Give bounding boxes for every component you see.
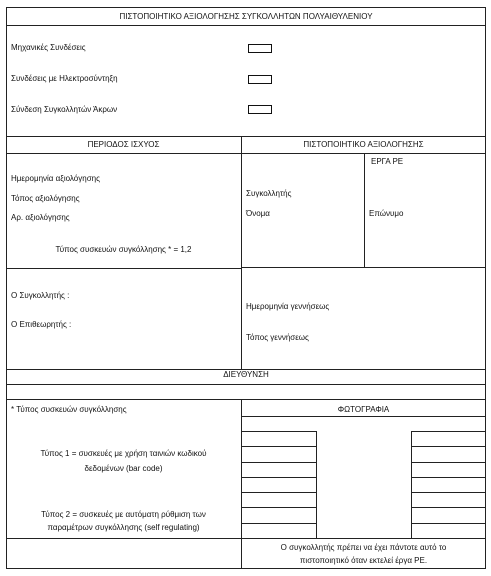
birth-date-label: Ημερομηνία γεννήσεως: [246, 302, 330, 311]
works-column-divider: [364, 153, 365, 267]
connection-type-electrofusion-label: Συνδέσεις με Ηλεκτροσύντηξη: [11, 74, 118, 83]
equipment-type-label: Τύπος συσκευών συγκόλλησης * = 1,2: [55, 245, 192, 254]
certificate-form: [6, 7, 486, 569]
photo-note-line1: Ο συγκολλητής πρέπει να έχει πάντοτε αυτό το: [280, 543, 447, 552]
section-divider: [6, 136, 486, 137]
photo-left-rule-7: [242, 523, 316, 524]
border-top: [6, 7, 486, 8]
photo-right-rule-6: [411, 507, 486, 508]
equipment-notes-header: * Τύπος συσκευών συγκόλλησης: [11, 405, 127, 414]
photo-right-rule-1: [411, 431, 486, 432]
connection-type-mechanical-label: Μηχανικές Συνδέσεις: [11, 43, 86, 52]
type2-line2: παραμέτρων συγκόλλησης (self regulating): [47, 523, 200, 532]
border-right: [485, 7, 486, 569]
welder-label: Συγκολλητής: [246, 189, 292, 198]
left-column-divider: [6, 268, 241, 269]
address-divider: [6, 384, 486, 385]
title-divider: [6, 25, 486, 26]
header-row-divider: [6, 153, 486, 154]
birth-place-label: Τόπος γεννήσεως: [246, 333, 309, 342]
assessment-place-label: Τόπος αξιολόγησης: [11, 194, 80, 203]
welder-signature-label: Ο Συγκολλητής :: [11, 291, 70, 300]
photo-right-rule-5: [411, 492, 486, 493]
connection-type-butt-fusion-label: Σύνδεση Συγκολλητών Άκρων: [11, 105, 118, 114]
works-label: ΕΡΓΑ ΡΕ: [371, 157, 404, 166]
photo-left-rule-5: [242, 492, 316, 493]
assessment-date-label: Ημερομηνία αξιολόγησης: [11, 174, 100, 183]
first-name-label: Όνομα: [246, 209, 270, 218]
photo-left-rule-3: [242, 462, 316, 463]
photo-right-rule-2: [411, 446, 486, 447]
photo-right-rule-3: [411, 462, 486, 463]
photo-left-rule-6: [242, 507, 316, 508]
validity-header: ΠΕΡΙΟΔΟΣ ΙΣΧΥΟΣ: [87, 140, 160, 149]
connection-type-butt-fusion-checkbox[interactable]: [248, 105, 272, 114]
notes-bottom-divider: [6, 538, 486, 539]
photo-left-rule-4: [242, 477, 316, 478]
connection-type-mechanical-checkbox[interactable]: [248, 44, 272, 53]
photo-left-rule-1: [242, 431, 316, 432]
right-column-divider: [242, 267, 486, 268]
photo-header-divider: [242, 416, 486, 417]
photo-header: ΦΩΤΟΓΡΑΦΙΑ: [337, 405, 390, 414]
assessment-number-label: Αρ. αξιολόγησης: [11, 213, 70, 222]
connection-type-electrofusion-checkbox[interactable]: [248, 75, 272, 84]
photo-right-rule-4: [411, 477, 486, 478]
photo-right-rule-7: [411, 523, 486, 524]
column-divider: [241, 136, 242, 369]
type1-line1: Τύπος 1 = συσκευές με χρήση ταινιών κωδικού: [40, 449, 207, 458]
supervisor-signature-label: Ο Επιθεωρητής :: [11, 320, 72, 329]
last-name-label: Επώνυμο: [369, 209, 404, 218]
border-left: [6, 7, 7, 569]
type2-line1: Τύπος 2 = συσκευές με αυτόματη ρύθμιση των: [41, 510, 206, 519]
address-header: ΔΙΕΥΘΥΝΣΗ: [223, 370, 269, 379]
type1-line2: δεδομένων (bar code): [84, 464, 163, 473]
certificate-header: ΠΙΣΤΟΠΟΙΗΤΙΚΟ ΑΞΙΟΛΟΓΗΣΗΣ: [303, 140, 424, 149]
border-bottom: [6, 568, 486, 569]
photo-box[interactable]: [316, 431, 412, 538]
form-title: ΠΙΣΤΟΠΟΙΗΤΙΚΟ ΑΞΙΟΛΟΓΗΣΗΣ ΣΥΓΚΟΛΛΗΤΩΝ ΠΟΛΥΑΙΘΥΛΕΝΙΟΥ: [119, 12, 373, 21]
photo-left-rule-2: [242, 446, 316, 447]
photo-note-line2: πιστοποιητικό όταν εκτελεί έργα ΡΕ.: [299, 556, 428, 565]
address-bottom-divider: [6, 399, 486, 400]
